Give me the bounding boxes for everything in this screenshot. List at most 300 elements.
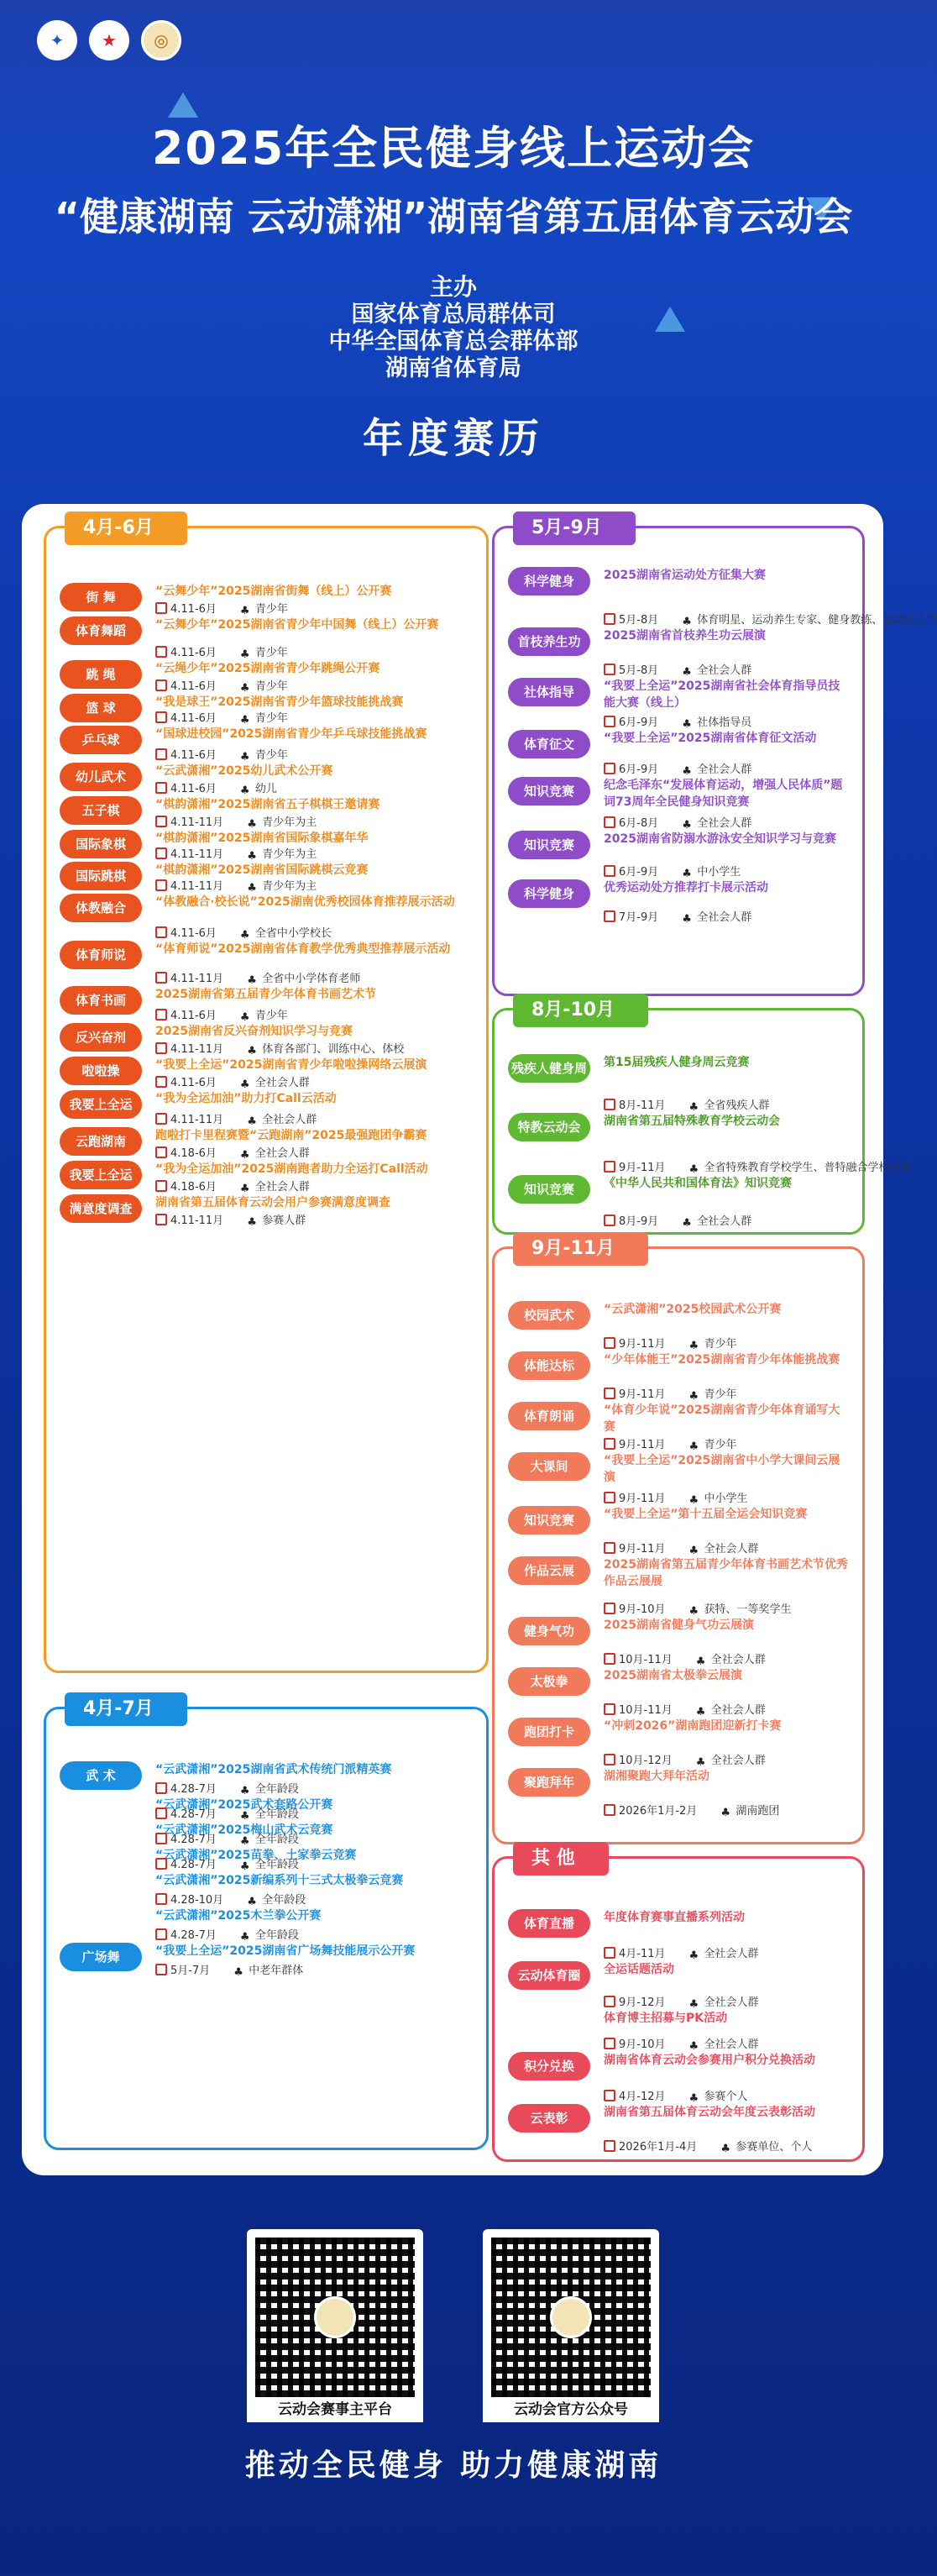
- calendar-icon: [155, 1042, 167, 1054]
- event-meta: [155, 877, 317, 894]
- people-icon: ♣: [688, 1605, 699, 1618]
- people-icon: ♣: [247, 882, 257, 895]
- calendar-icon: [155, 1833, 167, 1844]
- event-date: 4.11-11月: [170, 1215, 224, 1227]
- calendar-icon: [604, 1653, 615, 1665]
- event-audience: 全社会人群: [254, 1181, 310, 1194]
- event-meta: [155, 677, 288, 694]
- event-title: “少年体能王”2025湖南省青少年体能挑战赛: [604, 1353, 840, 1367]
- category-pill[interactable]: 积分兑换: [508, 2052, 590, 2080]
- event-title: “云武潇湘”2025苗拳、土家拳云竞赛: [155, 1849, 357, 1862]
- event-date: 9月-11月: [619, 1493, 666, 1505]
- event-audience: 幼儿: [254, 783, 277, 795]
- category-pill[interactable]: 五子棋: [60, 796, 142, 825]
- event-title: 2025湖南省健身气功云展演: [604, 1619, 754, 1632]
- event-title: 2025湖南省太极拳云展演: [604, 1669, 742, 1682]
- event-audience: 参赛单位、个人: [735, 2141, 813, 2154]
- calendar-icon: [604, 1603, 615, 1614]
- calendar-row[interactable]: [495, 1452, 862, 1506]
- calendar-row[interactable]: [495, 1113, 912, 1176]
- calendar-row[interactable]: [495, 1175, 862, 1229]
- event-date: 4.28-7月: [170, 1834, 217, 1846]
- event-title: 湖南省体育云动会参赛用户积分兑换活动: [604, 2054, 815, 2067]
- event-title: “棋韵潇湘”2025湖南省国际象棋嘉年华: [155, 832, 369, 845]
- people-icon: ♣: [682, 718, 692, 731]
- event-title: “云武潇湘”2025湖南省武术传统门派精英赛: [155, 1763, 392, 1776]
- calendar-row[interactable]: [495, 567, 937, 628]
- event-audience: 全社会人群: [704, 1543, 759, 1556]
- calendar-icon: [604, 613, 615, 625]
- host-label: 主办: [429, 273, 477, 301]
- calendar-row[interactable]: [46, 660, 486, 694]
- event-date: 9月-12月: [619, 1996, 666, 2009]
- event-title: “体育少年说”2025湖南省青少年体育诵写大赛: [604, 1403, 840, 1434]
- people-icon: ♣: [688, 1440, 699, 1453]
- category-pill[interactable]: 知识竞赛: [508, 1506, 590, 1535]
- category-pill[interactable]: 大课间: [508, 1452, 590, 1481]
- calendar-row[interactable]: [495, 1402, 862, 1452]
- event-audience: 全社会人群: [697, 763, 752, 776]
- calendar-row[interactable]: [495, 1909, 862, 1961]
- event-audience: 体育明星、运动养生专家、健身教练、运动达人等: [697, 614, 937, 627]
- event-title: “体育师说”2025湖南省体育教学优秀典型推荐展示活动: [155, 942, 451, 956]
- event-meta: [604, 713, 751, 730]
- event-title: “国球进校园”2025湖南省青少年乒乓球技能挑战赛: [155, 727, 427, 741]
- event-date: 9月-10月: [619, 2038, 666, 2051]
- calendar-icon: [155, 1146, 167, 1158]
- category-pill[interactable]: 知识竞赛: [508, 1175, 590, 1204]
- calendar-title: 年度赛历: [362, 415, 544, 462]
- section-tag: 9月-11月: [513, 1232, 648, 1266]
- category-pill[interactable]: 满意度调查: [60, 1194, 142, 1223]
- event-meta: [155, 1891, 306, 1907]
- calendar-row[interactable]: [46, 763, 486, 796]
- category-pill[interactable]: 幼儿武术: [60, 763, 142, 791]
- calendar-row[interactable]: [495, 1667, 862, 1718]
- event-audience: 湖南跑团: [735, 1805, 780, 1818]
- calendar-icon: [155, 1928, 167, 1940]
- calendar-row[interactable]: [495, 1054, 862, 1113]
- category-pill[interactable]: 国际跳棋: [60, 862, 142, 890]
- calendar-icon: [155, 711, 167, 723]
- event-title: “我要上全运”2025湖南省社会体育指导员技能大赛（线上）: [604, 679, 840, 710]
- category-pill[interactable]: 武 术: [60, 1761, 142, 1790]
- people-icon: ♣: [682, 868, 692, 880]
- section-box: [44, 517, 489, 1673]
- event-date: 10月-11月: [619, 1654, 673, 1666]
- calendar-row[interactable]: [46, 894, 486, 941]
- category-pill[interactable]: 乒乓球: [60, 726, 142, 754]
- category-pill[interactable]: 科学健身: [508, 567, 590, 595]
- calendar-icon: [604, 2038, 615, 2049]
- event-audience: 参赛人群: [262, 1215, 306, 1227]
- people-icon: ♣: [688, 1340, 699, 1352]
- event-title: “云武潇湘”2025校园武术公开赛: [604, 1303, 782, 1316]
- people-icon: ♣: [247, 974, 257, 987]
- event-meta: [604, 1701, 766, 1718]
- people-icon: ♣: [239, 1011, 250, 1024]
- calendar-row[interactable]: [46, 1943, 486, 1978]
- calendar-row[interactable]: [495, 2052, 862, 2104]
- calendar-icon: [155, 1782, 167, 1794]
- event-date: 4.28-7月: [170, 1859, 217, 1871]
- section-tag: 其 他: [513, 1842, 609, 1876]
- event-title: 年度体育赛事直播系列活动: [604, 1911, 745, 1924]
- people-icon: ♣: [239, 929, 250, 942]
- calendar-icon: [604, 910, 615, 922]
- event-date: 4.28-7月: [170, 1929, 217, 1942]
- event-date: 7月-9月: [619, 911, 659, 924]
- category-pill[interactable]: 反兴奋剂: [60, 1023, 142, 1052]
- event-date: 4.11-6月: [170, 927, 217, 940]
- category-pill[interactable]: 啦啦操: [60, 1057, 142, 1085]
- event-meta: [155, 1961, 303, 1978]
- event-date: 4.28-10月: [170, 1894, 224, 1907]
- qr-code-main-platform[interactable]: [247, 2229, 423, 2405]
- calendar-icon: [604, 1215, 615, 1226]
- event-date: 8月-11月: [619, 1099, 666, 1112]
- event-title: 第15届残疾人健身周云竞赛: [604, 1056, 750, 1069]
- event-date: 4月-12月: [619, 2091, 666, 2103]
- event-date: 9月-11月: [619, 1162, 666, 1174]
- category-pill[interactable]: 跑团打卡: [508, 1718, 590, 1746]
- calendar-icon: [604, 1161, 615, 1173]
- calendar-row[interactable]: [46, 1907, 486, 1943]
- event-audience: 获特、一等奖学生: [704, 1603, 792, 1616]
- calendar-row[interactable]: [46, 1761, 486, 1797]
- event-meta: [604, 1158, 912, 1175]
- calendar-icon: [604, 763, 615, 774]
- calendar-icon: [604, 1996, 615, 2007]
- calendar-row[interactable]: [495, 1768, 862, 1818]
- people-icon: ♣: [682, 616, 692, 628]
- calendar-icon: [604, 2140, 615, 2152]
- event-meta: [604, 908, 751, 925]
- calendar-icon: [604, 1947, 615, 1959]
- event-audience: 青少年为主: [262, 848, 317, 861]
- people-icon: ♣: [682, 765, 692, 778]
- calendar-row[interactable]: [46, 1797, 486, 1822]
- people-icon: ♣: [247, 1045, 257, 1057]
- calendar-row[interactable]: [495, 1301, 862, 1351]
- section-box: [492, 1238, 865, 1844]
- qr-code-official-account[interactable]: [483, 2229, 659, 2405]
- hero: [0, 122, 907, 464]
- calendar-row[interactable]: [495, 1961, 862, 2010]
- event-meta: [155, 1830, 299, 1847]
- calendar-row[interactable]: [46, 830, 486, 862]
- calendar-icon: [155, 646, 167, 658]
- category-pill[interactable]: 广场舞: [60, 1943, 142, 1971]
- calendar-row[interactable]: [495, 1718, 862, 1768]
- event-audience: 中小学生: [697, 866, 741, 879]
- event-date: 9月-11月: [619, 1338, 666, 1351]
- event-date: 10月-12月: [619, 1755, 673, 1767]
- calendar-row[interactable]: [46, 616, 486, 660]
- calendar-row[interactable]: [495, 1506, 862, 1556]
- fitness-logo-icon: ✦: [37, 20, 77, 60]
- event-audience: 全社会人群: [697, 911, 752, 924]
- people-icon: ♣: [239, 784, 250, 797]
- category-pill[interactable]: 我要上全运: [60, 1090, 142, 1119]
- event-title: 湖南省第五届体育云动会用户参赛满意度调查: [155, 1196, 390, 1209]
- event-audience: 全社会人群: [254, 1077, 310, 1089]
- people-icon: ♣: [239, 648, 250, 661]
- category-pill[interactable]: 体育舞蹈: [60, 616, 142, 645]
- calendar-row[interactable]: [46, 1023, 486, 1057]
- event-date: 4.11-11月: [170, 816, 224, 829]
- calendar-icon: [604, 1099, 615, 1110]
- category-pill[interactable]: 云跑湖南: [60, 1127, 142, 1156]
- calendar-row[interactable]: [46, 1847, 486, 1872]
- organizer: 中华全国体育总会群体部: [328, 328, 578, 354]
- calendar-row[interactable]: [46, 941, 486, 986]
- calendar-icon: [155, 748, 167, 760]
- event-meta: [155, 1926, 299, 1943]
- calendar-icon: [604, 865, 615, 877]
- category-pill[interactable]: 知识竞赛: [508, 777, 590, 805]
- event-audience: 全省中小学校长: [254, 927, 332, 940]
- calendar-row[interactable]: [495, 627, 862, 678]
- event-meta: [155, 1144, 310, 1161]
- event-title: “棋韵潇湘”2025湖南省国际跳棋云竞赛: [155, 863, 369, 877]
- category-pill[interactable]: 聚跑拜年: [508, 1768, 590, 1797]
- category-pill[interactable]: 社体指导: [508, 678, 590, 706]
- category-pill[interactable]: 校园武术: [508, 1301, 590, 1330]
- calendar-row[interactable]: [495, 730, 862, 777]
- calendar-row[interactable]: [495, 2104, 862, 2154]
- people-icon: ♣: [688, 2092, 699, 2105]
- calendar-row[interactable]: [495, 831, 862, 879]
- event-meta: [604, 2035, 759, 2052]
- slogan: 推动全民健身 助力健康湖南: [244, 2448, 662, 2483]
- event-meta: [155, 1040, 404, 1057]
- event-meta: [155, 1178, 310, 1194]
- event-title: 跑啦打卡里程赛暨“云跑湖南”2025最强跑团争霸赛: [155, 1129, 427, 1142]
- calendar-icon: [604, 1492, 615, 1503]
- event-meta: [604, 863, 741, 879]
- event-audience: 全社会人群: [710, 1654, 766, 1666]
- category-pill[interactable]: 跳 绳: [60, 660, 142, 689]
- calendar-icon: [604, 1754, 615, 1765]
- calendar-icon: [155, 679, 167, 691]
- calendar-row[interactable]: [46, 726, 486, 763]
- calendar-icon: [155, 816, 167, 827]
- category-pill[interactable]: 云动体育圈: [508, 1961, 590, 1990]
- event-title: “云武潇湘”2025新编系列十三式太极拳云竞赛: [155, 1874, 404, 1887]
- event-audience: 青少年: [254, 712, 288, 725]
- event-meta: [155, 1006, 288, 1023]
- event-title: “我要上全运”2025湖南省广场舞技能展示公开赛: [155, 1944, 416, 1958]
- category-pill[interactable]: 特教云动会: [508, 1113, 590, 1141]
- calendar-row[interactable]: [495, 1351, 862, 1402]
- event-date: 4.11-6月: [170, 647, 217, 659]
- category-pill[interactable]: 国际象棋: [60, 830, 142, 858]
- calendar-row[interactable]: [495, 678, 862, 730]
- people-icon: ♣: [233, 1966, 243, 1979]
- qr-label: 云动会官方公众号: [483, 2397, 659, 2422]
- event-date: 8月-9月: [619, 1215, 659, 1228]
- event-meta: [155, 779, 277, 796]
- event-meta: [604, 1096, 770, 1113]
- category-pill[interactable]: 健身气功: [508, 1617, 590, 1645]
- calendar-row[interactable]: [46, 862, 486, 894]
- event-audience: 青少年为主: [262, 880, 317, 893]
- event-audience: 青少年: [254, 680, 288, 693]
- event-date: 4.18-6月: [170, 1147, 217, 1160]
- calendar-icon: [155, 1214, 167, 1225]
- event-title: “云武潇湘”2025幼儿武术公开赛: [155, 764, 333, 778]
- people-icon: ♣: [688, 1163, 699, 1176]
- event-date: 9月-11月: [619, 1543, 666, 1556]
- category-pill[interactable]: 残疾人健身周: [508, 1054, 590, 1083]
- event-meta: [604, 1540, 759, 1556]
- event-date: 4.11-11月: [170, 848, 224, 861]
- category-pill[interactable]: 篮 球: [60, 694, 142, 722]
- people-icon: ♣: [682, 666, 692, 679]
- event-date: 4.11-6月: [170, 783, 217, 795]
- event-date: 4.11-11月: [170, 1114, 224, 1126]
- event-meta: [604, 661, 751, 678]
- event-meta: [155, 924, 332, 941]
- event-date: 5月-8月: [619, 664, 659, 677]
- event-meta: [604, 1600, 792, 1617]
- people-icon: ♣: [682, 1217, 692, 1230]
- calendar-row[interactable]: [495, 1556, 862, 1617]
- calendar-row[interactable]: [46, 796, 486, 830]
- calendar-row[interactable]: [46, 1872, 486, 1907]
- calendar-row[interactable]: [46, 1090, 486, 1127]
- event-title: “我要上全运”2025湖南省中小学大课间云展演: [604, 1454, 840, 1484]
- event-title: 2025湖南省反兴奋剂知识学习与竞赛: [155, 1025, 353, 1038]
- calendar-row[interactable]: [46, 694, 486, 726]
- people-icon: ♣: [688, 1390, 699, 1403]
- event-title: 2025湖南省防溺水游泳安全知识学习与竞赛: [604, 832, 836, 846]
- event-audience: 全省特殊教育学校学生、普特融合学校学生: [704, 1162, 912, 1174]
- event-meta: [604, 1802, 779, 1818]
- event-title: 湖南省第五届体育云动会年度云表彰活动: [604, 2106, 815, 2119]
- category-pill[interactable]: 体能达标: [508, 1351, 590, 1380]
- event-meta: [155, 643, 288, 660]
- people-icon: ♣: [239, 1810, 250, 1823]
- calendar-icon: [155, 1858, 167, 1870]
- event-audience: 体育各部门、训练中心、体校: [262, 1043, 405, 1056]
- calendar-row[interactable]: [46, 583, 486, 616]
- category-pill[interactable]: 科学健身: [508, 879, 590, 908]
- event-meta: [155, 1211, 306, 1228]
- event-date: 5月-8月: [619, 614, 659, 627]
- page-subtitle: “健康湖南 云动潇湘”湖南省第五届体育云动会: [54, 194, 853, 239]
- category-pill[interactable]: 体育书画: [60, 986, 142, 1015]
- calendar-row[interactable]: [46, 1161, 486, 1194]
- people-icon: ♣: [682, 819, 692, 832]
- category-pill[interactable]: 体教融合: [60, 894, 142, 922]
- event-date: 4.28-7月: [170, 1808, 217, 1821]
- people-icon: ♣: [247, 850, 257, 863]
- event-date: 4.11-11月: [170, 1043, 224, 1056]
- calendar-row[interactable]: [46, 1057, 486, 1090]
- section-box: [492, 517, 937, 996]
- event-audience: 中老年群体: [249, 1965, 304, 1977]
- event-date: 4.11-11月: [170, 880, 224, 893]
- event-meta: [155, 746, 288, 763]
- category-pill[interactable]: 我要上全运: [60, 1161, 142, 1189]
- event-date: 4.11-6月: [170, 749, 217, 762]
- event-meta: [604, 1944, 759, 1961]
- games-logo-icon: ★: [89, 20, 129, 60]
- event-meta: [155, 1855, 299, 1872]
- event-date: 9月-10月: [619, 1603, 666, 1616]
- calendar-icon: [155, 879, 167, 891]
- event-meta: [604, 1435, 737, 1452]
- calendar-row[interactable]: [46, 1194, 486, 1228]
- event-title: “云武潇湘”2025武术套路公开赛: [155, 1798, 333, 1812]
- calendar-row[interactable]: [495, 879, 862, 925]
- event-audience: 青少年: [704, 1388, 737, 1401]
- category-pill[interactable]: 知识竞赛: [508, 831, 590, 859]
- calendar-row[interactable]: [46, 1822, 486, 1847]
- calendar-row[interactable]: [495, 777, 862, 831]
- event-audience: 中小学生: [704, 1493, 748, 1505]
- event-audience: 青少年: [704, 1439, 737, 1451]
- cloud-games-logo-icon: ◎: [141, 20, 181, 60]
- qr-label: 云动会赛事主平台: [247, 2397, 423, 2422]
- calendar-icon: [604, 716, 615, 727]
- calendar-icon: [155, 1180, 167, 1192]
- calendar-row[interactable]: [495, 2010, 862, 2052]
- event-date: 2026年1月-4月: [619, 2141, 698, 2154]
- calendar-row[interactable]: [46, 986, 486, 1023]
- calendar-icon: [155, 847, 167, 859]
- event-meta: [604, 2138, 812, 2154]
- category-pill[interactable]: 体育征文: [508, 730, 590, 758]
- event-title: 纪念毛泽东“发展体育运动，增强人民体质”题词73周年全民健身知识竞赛: [604, 779, 843, 809]
- event-date: 6月-8月: [619, 817, 659, 830]
- event-meta: [155, 1805, 299, 1822]
- event-title: “我要上全运”2025湖南省体育征文活动: [604, 732, 817, 745]
- event-date: 4.11-6月: [170, 680, 217, 693]
- event-audience: 全年龄段: [254, 1859, 299, 1871]
- category-pill[interactable]: 首枝养生功: [508, 627, 590, 656]
- calendar-icon: [155, 602, 167, 614]
- calendar-icon: [604, 1804, 615, 1816]
- category-pill[interactable]: 体育朗诵: [508, 1402, 590, 1430]
- calendar-icon: [604, 1703, 615, 1715]
- event-title: 《中华人民共和国体育法》知识竞赛: [604, 1177, 792, 1190]
- event-date: 4.28-7月: [170, 1783, 217, 1796]
- category-pill[interactable]: 体育师说: [60, 941, 142, 969]
- people-icon: ♣: [239, 1931, 250, 1944]
- event-meta: [604, 1385, 737, 1402]
- event-date: 9月-11月: [619, 1439, 666, 1451]
- event-meta: [155, 600, 288, 616]
- people-icon: ♣: [688, 1545, 699, 1557]
- event-date: 4.11-6月: [170, 712, 217, 725]
- people-icon: ♣: [247, 1115, 257, 1128]
- category-pill[interactable]: 太极拳: [508, 1667, 590, 1696]
- calendar-row[interactable]: [46, 1127, 486, 1161]
- category-pill[interactable]: 云表彰: [508, 2104, 590, 2133]
- category-pill[interactable]: 作品云展: [508, 1556, 590, 1585]
- category-pill[interactable]: 体育直播: [508, 1909, 590, 1938]
- event-date: 4.18-6月: [170, 1181, 217, 1194]
- logo-bar: [37, 20, 181, 60]
- calendar-icon: [604, 816, 615, 828]
- category-pill[interactable]: 街 舞: [60, 583, 142, 611]
- event-audience: 全年龄段: [254, 1929, 299, 1942]
- event-meta: [604, 1489, 748, 1506]
- calendar-row[interactable]: [495, 1617, 862, 1667]
